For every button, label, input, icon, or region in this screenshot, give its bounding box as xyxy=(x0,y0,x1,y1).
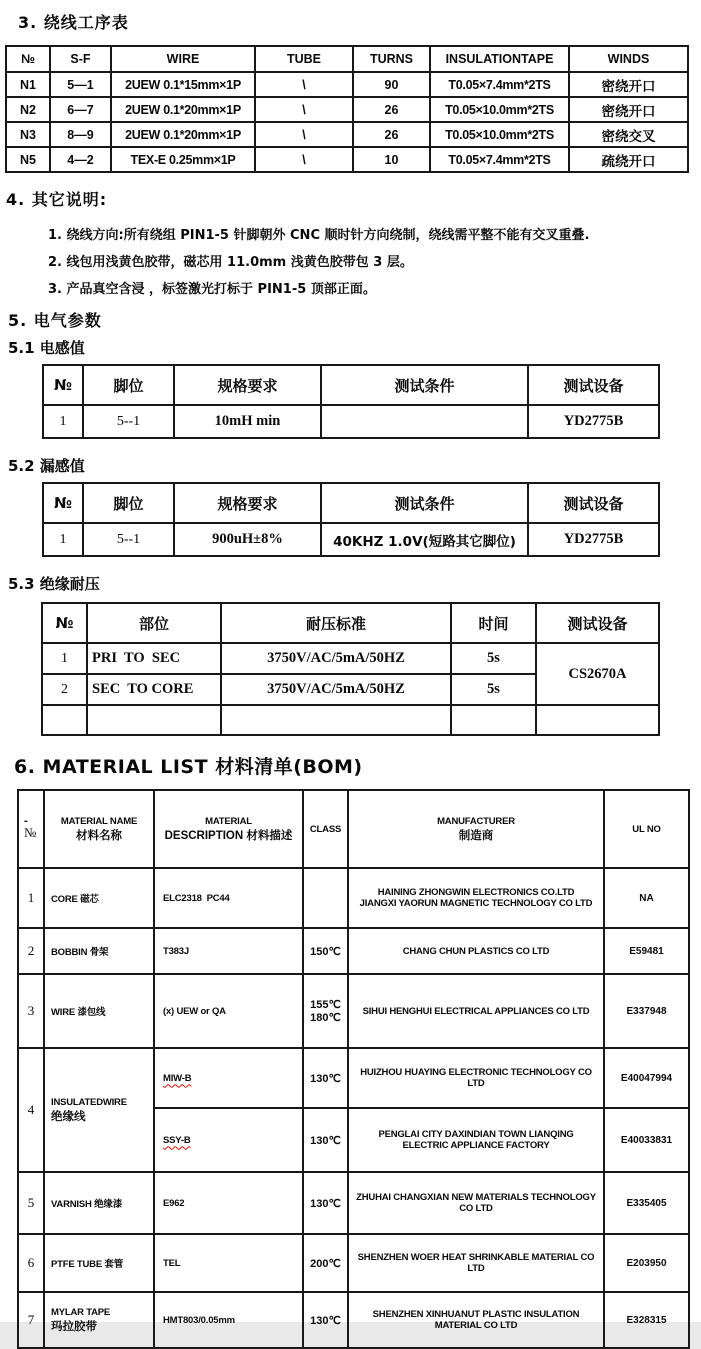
cell-class: 130℃ xyxy=(303,1108,348,1172)
col-header-time: 时间 xyxy=(451,603,536,643)
manufacturer-line-2: LTD xyxy=(467,1263,485,1274)
col-header-no: № xyxy=(6,46,50,72)
cell-manufacturer xyxy=(348,868,604,928)
col-header-part: 部位 xyxy=(87,603,221,643)
cell-spec: 900uH±8% xyxy=(174,523,321,556)
leakage-header-row xyxy=(43,483,659,523)
cell-wire: TEX-E 0.25mm×1P xyxy=(111,147,255,172)
bom-table xyxy=(17,789,690,1349)
cell-no: N2 xyxy=(6,97,50,122)
description-text: MIW-B xyxy=(163,1072,192,1084)
bom-row-ptfe-tube xyxy=(18,1234,689,1292)
inductance-row xyxy=(43,405,659,438)
cell-material-name: BOBBIN 骨架 xyxy=(44,928,154,974)
bom-row-wire xyxy=(18,974,689,1048)
cell-wire: 2UEW 0.1*20mm×1P xyxy=(111,97,255,122)
cell-class xyxy=(303,868,348,928)
header-dash: - xyxy=(24,815,28,827)
cell-no: 6 xyxy=(18,1234,44,1292)
description-text: SSY-B xyxy=(163,1134,191,1146)
note-1: 1. 绕线方向:所有绕组 PIN1-5 针脚朝外 CNC 顺时针方向绕制，绕线需平整不能有交叉重叠. xyxy=(48,228,590,243)
cell-winds: 密绕交叉 xyxy=(569,122,688,147)
cell-no: N1 xyxy=(6,72,50,97)
material-name-cn: 玛拉胶带 xyxy=(51,1320,97,1333)
cell-tape: T0.05×10.0mm*2TS xyxy=(430,97,569,122)
cell-standard: 3750V/AC/5mA/50HZ xyxy=(221,643,451,674)
section-4-title: 4. 其它说明: xyxy=(6,190,108,209)
section-5-2-title: 5.2 漏感值 xyxy=(8,457,85,475)
col-header-condition: 测试条件 xyxy=(321,365,528,405)
inductance-header-row xyxy=(43,365,659,405)
section-5-title: 5. 电气参数 xyxy=(8,311,102,330)
winding-process-table xyxy=(5,45,689,173)
col-header-turns: TURNS xyxy=(353,46,430,72)
col-header-material-name xyxy=(44,790,154,868)
manufacturer-line-2: MATERIAL CO LTD xyxy=(434,1320,518,1331)
cell-equipment: CS2670A xyxy=(536,643,659,705)
cell-tube: \ xyxy=(255,97,353,122)
cell-empty xyxy=(536,705,659,735)
cell-no: 2 xyxy=(18,928,44,974)
cell-material-name: WIRE 漆包线 xyxy=(44,974,154,1048)
cell-description: ELC2318 PC44 xyxy=(154,868,303,928)
col-header-spec: 规格要求 xyxy=(174,365,321,405)
cell-class: 150℃ xyxy=(303,928,348,974)
cell-no: 1 xyxy=(43,523,83,556)
cell-no: 5 xyxy=(18,1172,44,1234)
cell-wire: 2UEW 0.1*20mm×1P xyxy=(111,122,255,147)
note-3: 3. 产品真空含浸 ，标签激光打标于 PIN1-5 顶部正面。 xyxy=(48,282,376,297)
cell-class: 130℃ xyxy=(303,1292,348,1348)
col-header-no: № xyxy=(43,483,83,523)
cell-pins: 5--1 xyxy=(83,523,174,556)
cell-pins: 5--1 xyxy=(83,405,174,438)
cell-winds: 疏绕开口 xyxy=(569,147,688,172)
material-name-en: INSULATEDWIRE xyxy=(51,1096,127,1108)
header-material-en: MATERIAL xyxy=(205,815,252,827)
cell-turns: 90 xyxy=(353,72,430,97)
cell-no: 1 xyxy=(18,868,44,928)
cell-ul-no: E59481 xyxy=(604,928,689,974)
section-5-1-title: 5.1 电感值 xyxy=(8,339,85,357)
cell-wire: 2UEW 0.1*15mm×1P xyxy=(111,72,255,97)
col-header-no: № xyxy=(42,603,87,643)
cell-standard: 3750V/AC/5mA/50HZ xyxy=(221,674,451,705)
cell-ul-no: NA xyxy=(604,868,689,928)
header-no-symbol: № xyxy=(24,825,37,840)
inductance-table xyxy=(42,364,660,439)
cell-material-name: VARNISH 绝缘漆 xyxy=(44,1172,154,1234)
cell-tube: \ xyxy=(255,122,353,147)
cell-ul-no: E40033831 xyxy=(604,1108,689,1172)
header-manufacturer-cn: 制造商 xyxy=(458,829,494,842)
bom-header-row xyxy=(18,790,689,868)
cell-tube: \ xyxy=(255,72,353,97)
cell-description: T383J xyxy=(154,928,303,974)
cell-empty xyxy=(451,705,536,735)
cell-empty xyxy=(221,705,451,735)
manufacturer-line-1: HUIZHOU HUAYING ELECTRONIC TECHNOLOGY CO xyxy=(360,1067,592,1078)
cell-manufacturer: SIHUI HENGHUI ELECTRICAL APPLIANCES CO LTD xyxy=(348,974,604,1048)
winding-row-n5 xyxy=(6,147,688,172)
cell-no: N3 xyxy=(6,122,50,147)
col-header-standard: 耐压标准 xyxy=(221,603,451,643)
note-2: 2. 线包用浅黄色胶带，磁芯用 11.0mm 浅黄色胶带包 3 层。 xyxy=(48,255,413,270)
cell-sf: 6—7 xyxy=(50,97,111,122)
hipot-header-row xyxy=(42,603,659,643)
col-header-spec: 规格要求 xyxy=(174,483,321,523)
cell-class: 200℃ xyxy=(303,1234,348,1292)
section-5-3-title: 5.3 绝缘耐压 xyxy=(8,575,100,593)
col-header-class: CLASS xyxy=(303,790,348,868)
col-header-no xyxy=(18,790,44,868)
col-header-ul-no: UL NO xyxy=(604,790,689,868)
cell-manufacturer xyxy=(348,1108,604,1172)
material-name-en: MYLAR TAPE xyxy=(51,1306,111,1318)
winding-table-header-row xyxy=(6,46,688,72)
cell-ul-no: E328315 xyxy=(604,1292,689,1348)
col-header-material-description xyxy=(154,790,303,868)
cell-no: 7 xyxy=(18,1292,44,1348)
col-header-sf: S-F xyxy=(50,46,111,72)
cell-equipment: YD2775B xyxy=(528,405,659,438)
col-header-wire: WIRE xyxy=(111,46,255,72)
material-name-cn: 绝缘线 xyxy=(51,1110,86,1123)
manufacturer-line-1: HAINING ZHONGWIN ELECTRONICS CO.LTD xyxy=(377,887,575,898)
cell-tape: T0.05×10.0mm*2TS xyxy=(430,122,569,147)
cell-manufacturer xyxy=(348,1234,604,1292)
cell-material-name xyxy=(44,1048,154,1172)
cell-empty xyxy=(42,705,87,735)
cell-description: (x) UEW or QA xyxy=(154,974,303,1048)
bom-row-varnish xyxy=(18,1172,689,1234)
col-header-manufacturer xyxy=(348,790,604,868)
cell-turns: 26 xyxy=(353,97,430,122)
hipot-table xyxy=(41,602,660,736)
header-manufacturer-en: MANUFACTURER xyxy=(437,815,515,827)
cell-turns: 10 xyxy=(353,147,430,172)
cell-turns: 26 xyxy=(353,122,430,147)
cell-tape: T0.05×7.4mm*2TS xyxy=(430,72,569,97)
bom-row-mylar-tape xyxy=(18,1292,689,1348)
col-header-pins: 脚位 xyxy=(83,365,174,405)
leakage-row xyxy=(43,523,659,556)
cell-condition xyxy=(321,405,528,438)
col-header-pins: 脚位 xyxy=(83,483,174,523)
winding-row-n2 xyxy=(6,97,688,122)
manufacturer-line-1: PENGLAI CITY DAXINDIAN TOWN LIANQING xyxy=(378,1129,574,1140)
cell-winds: 密绕开口 xyxy=(569,72,688,97)
bom-row-bobbin xyxy=(18,928,689,974)
section-3-title: 3. 绕线工序表 xyxy=(18,13,129,32)
cell-sf: 4—2 xyxy=(50,147,111,172)
bom-row-insulatedwire-a xyxy=(18,1048,689,1108)
cell-class xyxy=(303,974,348,1048)
cell-time: 5s xyxy=(451,643,536,674)
cell-no: 4 xyxy=(18,1048,44,1172)
cell-ul-no: E337948 xyxy=(604,974,689,1048)
cell-manufacturer xyxy=(348,1048,604,1108)
cell-spec: 10mH min xyxy=(174,405,321,438)
col-header-winds: WINDS xyxy=(569,46,688,72)
cell-no: 1 xyxy=(43,405,83,438)
cell-class: 130℃ xyxy=(303,1048,348,1108)
cell-equipment: YD2775B xyxy=(528,523,659,556)
cell-material-name xyxy=(44,1292,154,1348)
leakage-table xyxy=(42,482,660,557)
col-header-equipment: 测试设备 xyxy=(528,483,659,523)
cell-winds: 密绕开口 xyxy=(569,97,688,122)
cell-condition: 40KHZ 1.0V(短路其它脚位) xyxy=(321,523,528,556)
cell-ul-no: E335405 xyxy=(604,1172,689,1234)
manufacturer-line-1: SHENZHEN WOER HEAT SHRINKABLE MATERIAL CO xyxy=(357,1252,595,1263)
col-header-no: № xyxy=(43,365,83,405)
manufacturer-line-2: JIANGXI YAORUN MAGNETIC TECHNOLOGY CO LTD xyxy=(359,898,593,909)
header-material-name-cn: 材料名称 xyxy=(76,829,122,842)
cell-manufacturer xyxy=(348,1292,604,1348)
cell-no: N5 xyxy=(6,147,50,172)
header-material-name-en: MATERIAL NAME xyxy=(60,815,138,827)
manufacturer-line-1: SHENZHEN XINHUANUT PLASTIC INSULATION xyxy=(372,1309,580,1320)
col-header-condition: 测试条件 xyxy=(321,483,528,523)
cell-class: 130℃ xyxy=(303,1172,348,1234)
manufacturer-line-2: ELECTRIC APPLIANCE FACTORY xyxy=(402,1140,550,1151)
cell-material-name: CORE 磁芯 xyxy=(44,868,154,928)
header-description-cn: DESCRIPTION 材料描述 xyxy=(164,829,293,842)
cell-part: PRI TO SEC xyxy=(87,643,221,674)
cell-empty xyxy=(87,705,221,735)
cell-part: SEC TO CORE xyxy=(87,674,221,705)
cell-sf: 5—1 xyxy=(50,72,111,97)
hipot-row-1 xyxy=(42,643,659,674)
class-line-2: 180℃ xyxy=(310,1012,341,1024)
cell-no: 1 xyxy=(42,643,87,674)
cell-manufacturer: CHANG CHUN PLASTICS CO LTD xyxy=(348,928,604,974)
cell-no: 3 xyxy=(18,974,44,1048)
cell-description: TEL xyxy=(154,1234,303,1292)
manufacturer-line-2: LTD xyxy=(467,1078,485,1089)
cell-description xyxy=(154,1048,303,1108)
cell-no: 2 xyxy=(42,674,87,705)
winding-row-n1 xyxy=(6,72,688,97)
notes-list xyxy=(48,222,701,303)
col-header-equipment: 测试设备 xyxy=(528,365,659,405)
winding-row-n3 xyxy=(6,122,688,147)
cell-ul-no: E203950 xyxy=(604,1234,689,1292)
col-header-tube: TUBE xyxy=(255,46,353,72)
manufacturer-line-2: CO LTD xyxy=(459,1203,493,1214)
hipot-empty-row xyxy=(42,705,659,735)
cell-tape: T0.05×7.4mm*2TS xyxy=(430,147,569,172)
cell-tube: \ xyxy=(255,147,353,172)
cell-time: 5s xyxy=(451,674,536,705)
cell-manufacturer xyxy=(348,1172,604,1234)
class-line-1: 155℃ xyxy=(310,999,341,1011)
cell-material-name: PTFE TUBE 套管 xyxy=(44,1234,154,1292)
cell-ul-no: E40047994 xyxy=(604,1048,689,1108)
section-6-title: 6. MATERIAL LIST 材料清单(BOM) xyxy=(14,756,363,778)
cell-description xyxy=(154,1108,303,1172)
col-header-insulationtape: INSULATIONTAPE xyxy=(430,46,569,72)
bom-row-core xyxy=(18,868,689,928)
manufacturer-line-1: ZHUHAI CHANGXIAN NEW MATERIALS TECHNOLOGY xyxy=(356,1192,596,1203)
col-header-equipment: 测试设备 xyxy=(536,603,659,643)
cell-description: E962 xyxy=(154,1172,303,1234)
cell-sf: 8—9 xyxy=(50,122,111,147)
cell-description: HMT803/0.05mm xyxy=(154,1292,303,1348)
